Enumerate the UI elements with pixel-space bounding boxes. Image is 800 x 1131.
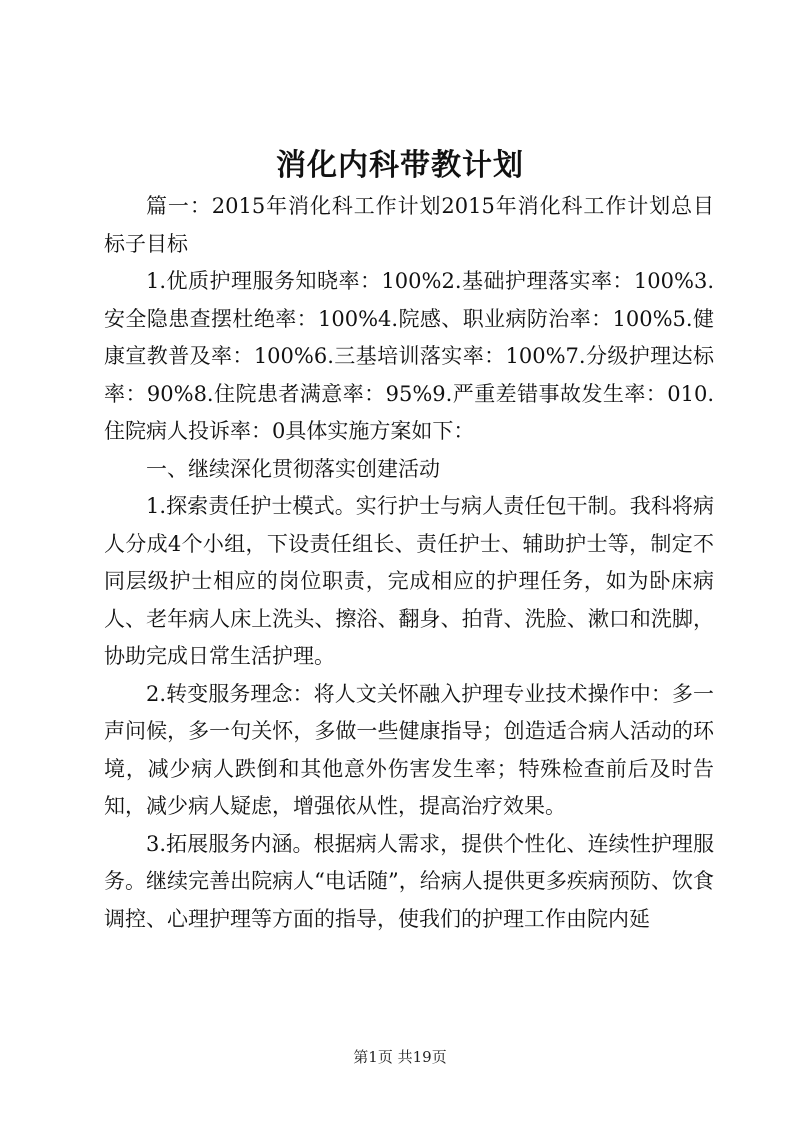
paragraph: 1.优质护理服务知晓率：100%2.基础护理落实率：100%3.安全隐患查摆杜绝率：100%4.院感、职业病防治率：100%5.健康宣教普及率：100%6.三基培训落实率：100%7.分级护理达标率：90%8.住院患者满意率：95%9.严重差错事故发生率：010.住院病人投诉率：0具体实施方案如下： xyxy=(104,269,714,443)
paragraph: 2.转变服务理念：将人文关怀融入护理专业技术操作中：多一声问候，多一句关怀，多做一些健康指导；创造适合病人活动的环境，减少病人跌倒和其他意外伤害发生率；特殊检查前后及时告知，减少病人疑虑，增强依从性，提高治疗效果。 xyxy=(104,681,714,818)
document-body xyxy=(104,188,714,938)
section-heading: 一、继续深化贯彻落实创建活动 xyxy=(146,456,440,481)
paragraph: 3.拓展服务内涵。根据病人需求，提供个性化、连续性护理服务。继续完善出院病人“电话随”，给病人提供更多疾病预防、饮食调控、心理护理等方面的指导，使我们的护理工作由院内延 xyxy=(104,831,714,931)
page-number-footer: 第1页 共19页 xyxy=(353,1048,447,1066)
paragraph: 1.探索责任护士模式。实行护士与病人责任包干制。我科将病人分成4个小组，下设责任组长、责任护士、辅助护士等，制定不同层级护士相应的岗位职责，完成相应的护理任务，如为卧床病人、老年病人床上洗头、擦浴、翻身、拍背、洗脸、漱口和洗脚，协助完成日常生活护理。 xyxy=(104,494,714,668)
document-title: 消化内科带教计划 xyxy=(276,148,524,183)
paragraph: 篇一：2015年消化科工作计划2015年消化科工作计划总目标子目标 xyxy=(104,194,714,256)
